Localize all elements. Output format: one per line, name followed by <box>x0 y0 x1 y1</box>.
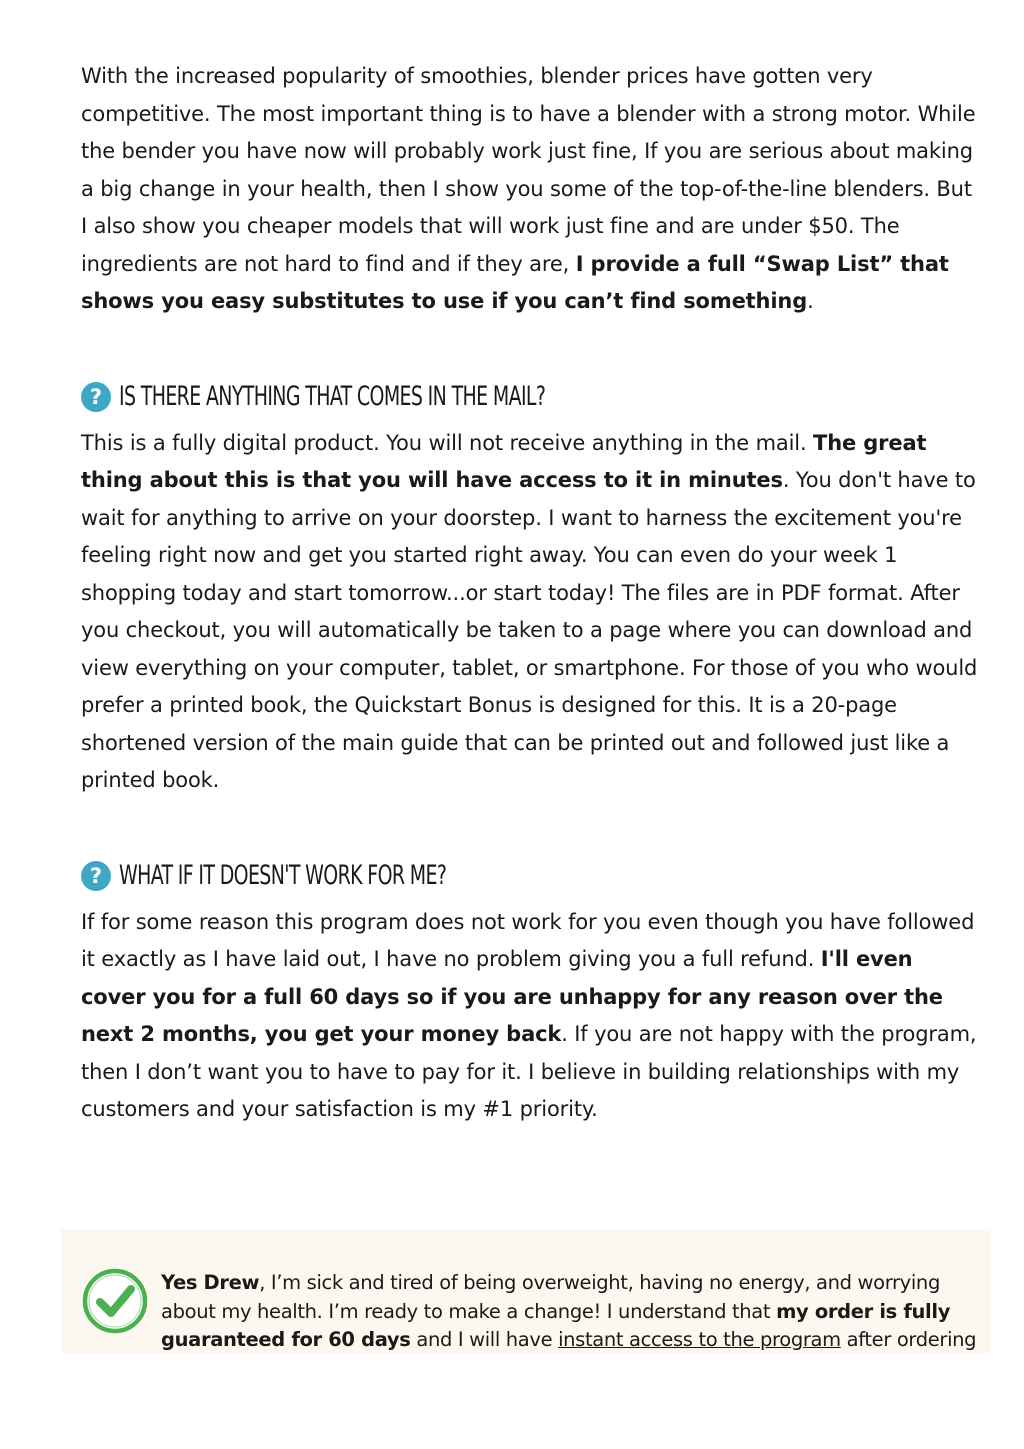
intro-text-end: . <box>807 289 814 313</box>
faq-mail-text-end: . You don't have to wait for anything to arrive on your doorstep. I want to harness the excitement you're feeling right now and get you started right away. You can even do your week 1 shopping today and start tomorrow...or start today! The files are in PDF format. After you checkout, you will automatically be taken to a page where you can download and view everything on your computer, tablet, or smartphone. For those of you who would prefer a printed book, the Quickstart Bonus is designed for this. It is a 20-page shortened version of the main guide that can be printed out and followed just like a printed book. <box>81 468 978 792</box>
faq-refund-answer <box>81 904 981 1129</box>
question-icon: ? <box>81 382 111 412</box>
faq-refund-text: If for some reason this program does not work for you even though you have followed it exactly as I have laid out, I have no problem giving you a full refund. <box>81 909 975 971</box>
faq-refund-question: WHAT IF IT DOESN'T WORK FOR ME? <box>119 860 447 891</box>
question-icon: ? <box>81 861 111 891</box>
guarantee-box <box>61 1229 991 1353</box>
faq-mail-text: This is a fully digital product. You will not receive anything in the mail. <box>81 430 814 455</box>
intro-text: With the increased popularity of smoothies, blender prices have gotten very competitive. The most important thing is to have a blender with a strong motor. While the bender you have now will probably work just fine, If you are serious about making a big change in your health, then I show you some of the top-of-the-line blenders. But I also show you cheaper models that will work just fine and are under $50. The ingredients are not hard to find and if they are, <box>81 64 976 276</box>
faq-refund-bold-text: I'll even cover you for a full 60 days so if you are unhappy for any reason over the next 2 months, you get your money back <box>81 947 943 1046</box>
guarantee-text-1: , I’m sick and tired of being overweight, having no energy, and worrying about my health. I’m ready to make a change! I understand that <box>161 1271 940 1323</box>
faq-refund-heading <box>81 854 981 898</box>
guarantee-text-3: after ordering <box>840 1328 977 1351</box>
faq-mail-answer <box>81 425 981 800</box>
instant-access-link[interactable]: instant access to the program <box>558 1328 841 1351</box>
checkmark-icon <box>81 1267 149 1335</box>
faq-mail-question: IS THERE ANYTHING THAT COMES IN THE MAIL? <box>119 381 546 412</box>
main-content <box>81 58 981 1129</box>
intro-paragraph <box>81 58 981 321</box>
guarantee-text <box>161 1269 981 1355</box>
faq-mail-heading <box>81 375 981 419</box>
intro-bold-text: I provide a full “Swap List” that shows you easy substitutes to use if you can’t find something <box>81 251 949 313</box>
faq-mail-bold-text: The great thing about this is that you will have access to it in minutes <box>81 430 927 492</box>
faq-refund-text-end: . If you are not happy with the program, then I don’t want you to have to pay for it. I believe in building relationships with my customers and your satisfaction is my #1 priority. <box>81 1022 977 1121</box>
guarantee-bold-text: my order is fully guaranteed for 60 days <box>161 1299 951 1351</box>
guarantee-text-2: and I will have <box>410 1328 559 1351</box>
guarantee-name: Yes Drew <box>161 1271 260 1294</box>
